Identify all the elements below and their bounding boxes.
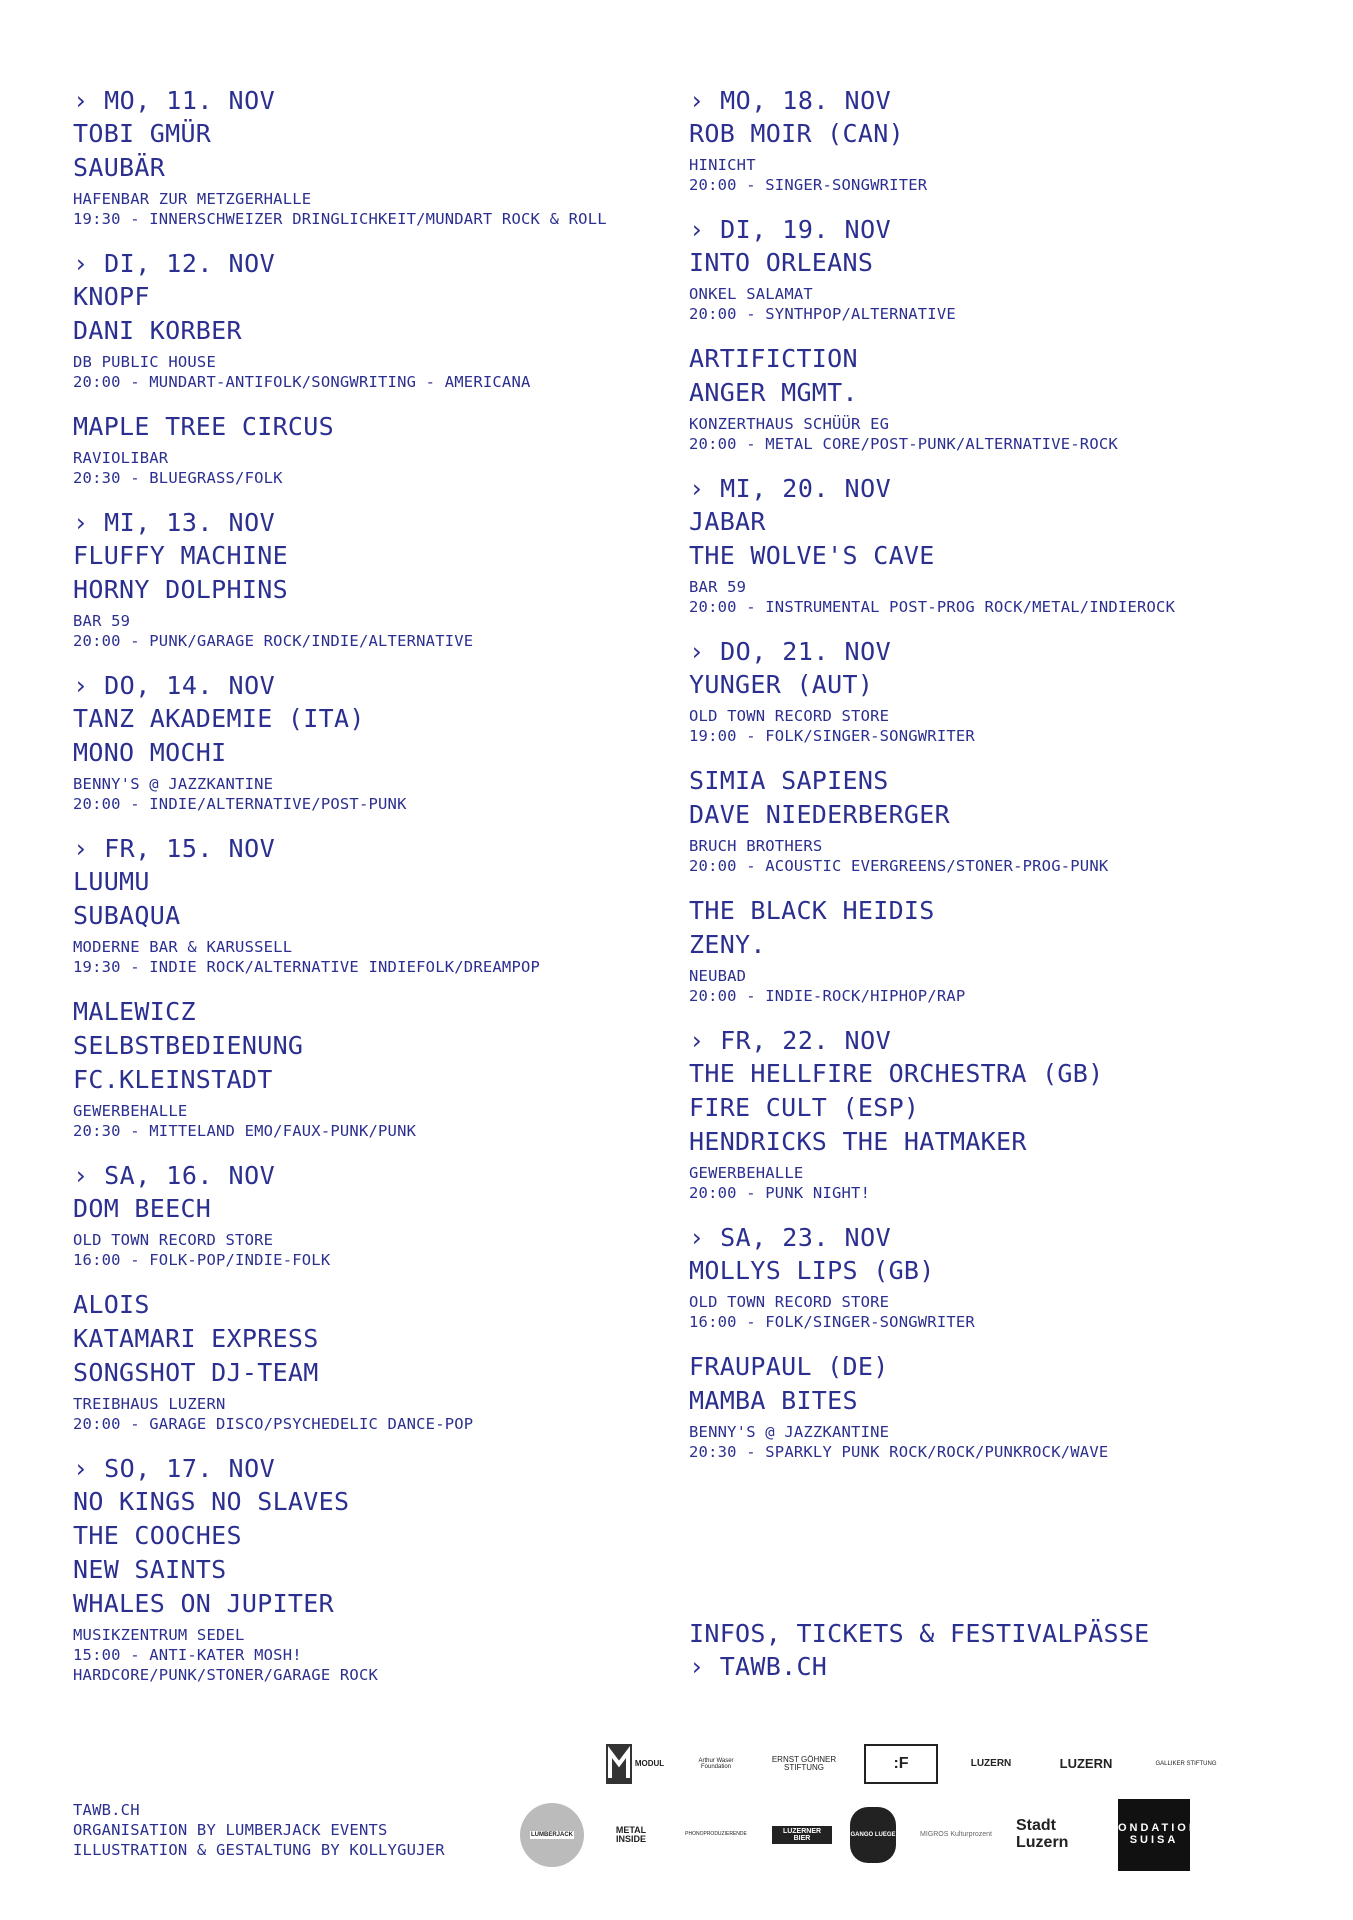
footer-illustration: ILLUSTRATION & GESTALTUNG BY KOLLYGUJER [73, 1841, 445, 1859]
day-date: › DI, 19. NOV [689, 215, 892, 244]
artist-name: WHALES ON JUPITER [73, 1589, 334, 1618]
day-date: › SA, 23. NOV [689, 1223, 892, 1252]
event-time-genre: 16:00 - FOLK-POP/INDIE-FOLK [73, 1251, 331, 1269]
venue-name: TREIBHAUS LUZERN [73, 1395, 226, 1413]
day-date: › SO, 17. NOV [73, 1454, 276, 1483]
artist-name: MOLLYS LIPS (GB) [689, 1256, 935, 1285]
arthur-waser-logo: Arthur Waser Foundation [698, 1757, 734, 1770]
venue-name: HAFENBAR ZUR METZGERHALLE [73, 190, 312, 208]
artist-name: FLUFFY MACHINE [73, 541, 288, 570]
event-entry [689, 668, 1329, 746]
day-block [73, 1452, 713, 1685]
metal-inside-logo: METAL INSIDE [615, 1824, 647, 1844]
event-entry [73, 1192, 713, 1270]
venue-name: HINICHT [689, 156, 756, 174]
day-date: › SA, 16. NOV [73, 1161, 276, 1190]
artist-name: DOM BEECH [73, 1194, 212, 1223]
day-block [689, 472, 1329, 617]
artist-name: HENDRICKS THE HATMAKER [689, 1127, 1027, 1156]
day-date: › MI, 13. NOV [73, 508, 276, 537]
event-entry [73, 539, 713, 651]
artist-name: SAUBÄR [73, 153, 166, 182]
artist-name: THE BLACK HEIDIS [689, 896, 935, 925]
event-entry [73, 995, 713, 1141]
day-block [73, 84, 713, 229]
event-time-genre: 20:00 - METAL CORE/POST-PUNK/ALTERNATIVE-ROCK [689, 435, 1118, 453]
artist-name: HORNY DOLPHINS [73, 575, 288, 604]
day-block [73, 247, 713, 488]
event-entry [689, 505, 1329, 617]
program-left-column [73, 84, 713, 1703]
infos-heading: INFOS, TICKETS & FESTIVALPÄSSE [689, 1619, 1150, 1648]
event-time-genre: 19:30 - INNERSCHWEIZER DRINGLICHKEIT/MUNDART ROCK & ROLL [73, 210, 607, 228]
event-entry [689, 342, 1329, 454]
gang-luege-logo: GANGO LUEGE [850, 1807, 896, 1863]
day-block [73, 1159, 713, 1434]
day-block [73, 669, 713, 814]
day-date: › MO, 18. NOV [689, 86, 892, 115]
event-time-genre: 20:00 - INSTRUMENTAL POST-PROG ROCK/METAL/INDIEROCK [689, 598, 1176, 616]
migros-logo: MIGROS Kulturprozent [920, 1831, 992, 1839]
event-entry [73, 280, 713, 392]
footer-organisation: ORGANISATION BY LUMBERJACK EVENTS [73, 1821, 388, 1839]
event-entry [689, 1057, 1329, 1203]
event-time-genre: 20:00 - INDIE-ROCK/HIPHOP/RAP [689, 987, 966, 1005]
artist-name: KNOPF [73, 282, 150, 311]
event-time-genre: 20:00 - GARAGE DISCO/PSYCHEDELIC DANCE-POP [73, 1415, 474, 1433]
venue-name: GEWERBEHALLE [689, 1164, 804, 1182]
event-time-genre: 19:30 - INDIE ROCK/ALTERNATIVE INDIEFOLK/DREAMPOP [73, 958, 541, 976]
event-entry [73, 1288, 713, 1434]
event-entry [73, 702, 713, 814]
artist-name: FC.KLEINSTADT [73, 1065, 273, 1094]
event-entry [73, 117, 713, 229]
website-link[interactable]: › TAWB.CH [689, 1652, 828, 1681]
footer-credits [73, 1800, 445, 1860]
day-block [689, 213, 1329, 454]
luzerner-bier-logo: LUZERNER BIER [772, 1804, 832, 1866]
day-date: › MI, 20. NOV [689, 474, 892, 503]
event-time-genre: 20:00 - SINGER-SONGWRITER [689, 176, 928, 194]
footer-website[interactable]: TAWB.CH [73, 1801, 140, 1819]
artist-name: TANZ AKADEMIE (ITA) [73, 704, 365, 733]
event-time-genre: 20:30 - BLUEGRASS/FOLK [73, 469, 283, 487]
artist-name: THE COOCHES [73, 1521, 242, 1550]
event-time-genre: 20:00 - PUNK NIGHT! [689, 1184, 871, 1202]
event-time-genre: 20:00 - ACOUSTIC EVERGREENS/STONER-PROG-PUNK [689, 857, 1109, 875]
artist-name: THE WOLVE'S CAVE [689, 541, 935, 570]
venue-name: GEWERBEHALLE [73, 1102, 188, 1120]
artist-name: YUNGER (AUT) [689, 670, 874, 699]
artist-name: LUUMU [73, 867, 150, 896]
artist-name: INTO ORLEANS [689, 248, 874, 277]
event-entry [73, 1485, 713, 1685]
artist-name: NO KINGS NO SLAVES [73, 1487, 350, 1516]
day-date: › MO, 11. NOV [73, 86, 276, 115]
event-time-genre: 19:00 - FOLK/SINGER-SONGWRITER [689, 727, 975, 745]
stadt-luzern-logo: Stadt Luzern [1016, 1817, 1069, 1851]
event-entry [73, 410, 713, 488]
event-time-genre: 20:30 - MITTELAND EMO/FAUX-PUNK/PUNK [73, 1122, 417, 1140]
ernst-goehner-logo: ERNST GÖHNER STIFTUNG [771, 1754, 837, 1772]
venue-name: OLD TOWN RECORD STORE [73, 1231, 274, 1249]
luzern-logo-2: LUZERN [1059, 1756, 1113, 1772]
day-block [689, 84, 1329, 195]
fondation-suisa-logo: FONDATION SUISA [1118, 1799, 1190, 1871]
modul-mark-icon [606, 1744, 632, 1784]
venue-name: MODERNE BAR & KARUSSELL [73, 938, 293, 956]
day-block [689, 1221, 1329, 1462]
day-date: › FR, 22. NOV [689, 1026, 892, 1055]
artist-name: THE HELLFIRE ORCHESTRA (GB) [689, 1059, 1104, 1088]
venue-name: BENNY'S @ JAZZKANTINE [73, 775, 274, 793]
artist-name: ZENY. [689, 930, 766, 959]
day-date: › DO, 14. NOV [73, 671, 276, 700]
artist-name: FRAUPAUL (DE) [689, 1352, 889, 1381]
program-right-column [689, 84, 1329, 1480]
day-date: › DO, 21. NOV [689, 637, 892, 666]
artist-name: DANI KORBER [73, 316, 242, 345]
artist-name: ROB MOIR (CAN) [689, 119, 904, 148]
artist-name: ARTIFICTION [689, 344, 858, 373]
day-block [73, 506, 713, 651]
phonoproduzierende-logo: PHONOPRODUZIERENDE [685, 1831, 747, 1838]
event-time-genre: 15:00 - ANTI-KATER MOSH! [73, 1646, 302, 1664]
venue-name: NEUBAD [689, 967, 747, 985]
venue-name: BAR 59 [73, 612, 131, 630]
infos-block [689, 1617, 1150, 1683]
f-foundation-logo: :F [864, 1744, 938, 1784]
artist-name: SELBSTBEDIENUNG [73, 1031, 304, 1060]
lumberjack-logo: LUMBERJACK [520, 1803, 584, 1867]
event-entry [689, 246, 1329, 324]
event-time-genre: 20:30 - SPARKLY PUNK ROCK/ROCK/PUNKROCK/WAVE [689, 1443, 1109, 1461]
venue-name: BAR 59 [689, 578, 747, 596]
venue-name: RAVIOLIBAR [73, 449, 169, 467]
artist-name: DAVE NIEDERBERGER [689, 800, 950, 829]
artist-name: MALEWICZ [73, 997, 196, 1026]
sponsor-logos-row-1 [600, 1740, 1290, 1788]
event-entry [689, 764, 1329, 876]
event-time-genre: 20:00 - INDIE/ALTERNATIVE/POST-PUNK [73, 795, 407, 813]
venue-name: OLD TOWN RECORD STORE [689, 707, 890, 725]
event-time-genre: 20:00 - PUNK/GARAGE ROCK/INDIE/ALTERNATIVE [73, 632, 474, 650]
artist-name: SUBAQUA [73, 901, 181, 930]
artist-name: NEW SAINTS [73, 1555, 227, 1584]
venue-name: OLD TOWN RECORD STORE [689, 1293, 890, 1311]
artist-name: SONGSHOT DJ-TEAM [73, 1358, 319, 1387]
venue-name: BRUCH BROTHERS [689, 837, 823, 855]
artist-name: SIMIA SAPIENS [689, 766, 889, 795]
artist-name: MONO MOCHI [73, 738, 227, 767]
event-entry [689, 1350, 1329, 1462]
artist-name: ALOIS [73, 1290, 150, 1319]
venue-name: ONKEL SALAMAT [689, 285, 813, 303]
event-entry [73, 865, 713, 977]
venue-name: MUSIKZENTRUM SEDEL [73, 1626, 245, 1644]
event-time-genre: 20:00 - MUNDART-ANTIFOLK/SONGWRITING - AMERICANA [73, 373, 531, 391]
event-entry [689, 117, 1329, 195]
venue-name: KONZERTHAUS SCHÜÜR EG [689, 415, 890, 433]
modul-logo: MODUL [600, 1741, 670, 1787]
artist-name: JABAR [689, 507, 766, 536]
event-entry [689, 894, 1329, 1006]
sponsor-logos-row-2 [520, 1800, 1290, 1870]
day-date: › DI, 12. NOV [73, 249, 276, 278]
artist-name: TOBI GMÜR [73, 119, 212, 148]
event-time-genre: 16:00 - FOLK/SINGER-SONGWRITER [689, 1313, 975, 1331]
venue-name: BENNY'S @ JAZZKANTINE [689, 1423, 890, 1441]
day-date: › FR, 15. NOV [73, 834, 276, 863]
venue-name: DB PUBLIC HOUSE [73, 353, 216, 371]
day-block [73, 832, 713, 1141]
event-entry [689, 1254, 1329, 1332]
galliker-logo: GALLIKER STIFTUNG [1155, 1760, 1217, 1767]
artist-name: ANGER MGMT. [689, 378, 858, 407]
luzern-logo-1: LUZERN [970, 1757, 1012, 1769]
artist-name: KATAMARI EXPRESS [73, 1324, 319, 1353]
event-genre-extra: HARDCORE/PUNK/STONER/GARAGE ROCK [73, 1666, 379, 1684]
artist-name: MAPLE TREE CIRCUS [73, 412, 334, 441]
artist-name: FIRE CULT (ESP) [689, 1093, 920, 1122]
artist-name: MAMBA BITES [689, 1386, 858, 1415]
day-block [689, 1024, 1329, 1203]
event-time-genre: 20:00 - SYNTHPOP/ALTERNATIVE [689, 305, 956, 323]
day-block [689, 635, 1329, 1006]
